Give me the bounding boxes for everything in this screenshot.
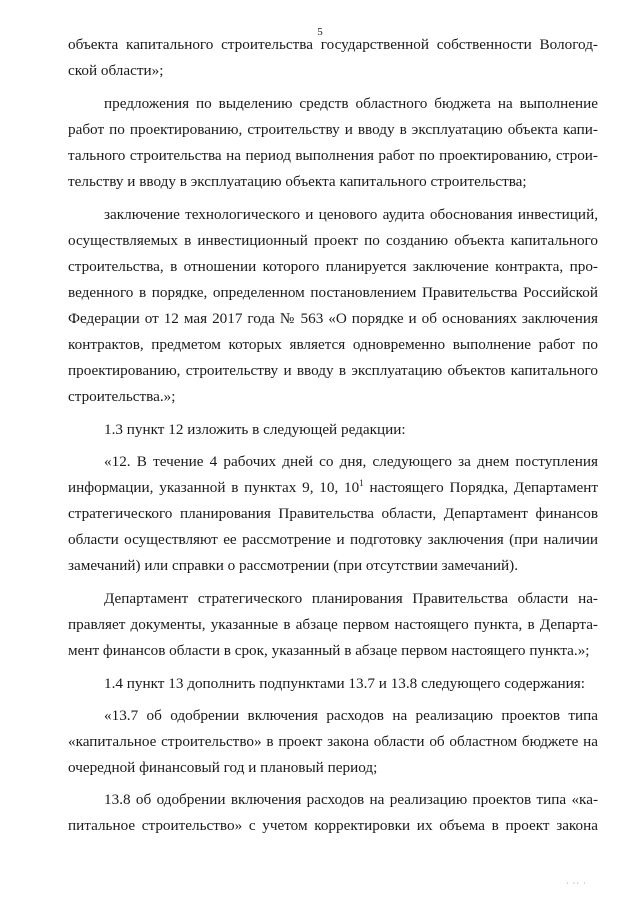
text-line-content: области осуществляют ее рассмотрение и подготовку заключения (при наличии [68,531,598,548]
text-line-content: замечаний) или справки о рассмотрении (при отсутствии замечаний). [68,557,518,574]
text-line-content: мент финансов области в срок, указанный в абзаце первом настоящего пункта.»; [68,642,590,659]
text-line [68,60,598,82]
text-line-content: стратегического планирования Правительства области, Департамент финансов [68,505,598,522]
text-line-content: объекта капитального строительства государственной собственности Вологод- [68,36,598,53]
text-line [68,334,598,356]
text-line [68,614,598,636]
text-line-content: «капитальное строительство» в проект закона области об областном бюджете на [68,733,598,750]
text-line-content: предложения по выделению средств областного бюджета на выполнение [104,95,598,112]
text-line-content: проектированию, строительству и вводу в эксплуатацию объектов капитального [68,362,598,379]
text-line [68,477,598,499]
text-line-content: контрактов, предметом которых является одновременно выполнение работ по [68,336,598,353]
page-number: 5 [317,26,323,38]
text-line [68,145,598,167]
text-line [68,171,598,193]
text-line-content: заключение технологического и ценового аудита обоснования инвестиций, [104,206,598,223]
text-line [104,588,598,610]
text-line-content: очередной финансовый год и плановый период; [68,759,378,776]
text-line-content: «13.7 об одобрении включения расходов на реализацию проектов типа [104,707,598,724]
text-line [68,555,598,577]
text-line [68,34,598,56]
text-line-content: веденного в порядке, определенном постановлением Правительства Российской [68,284,598,301]
text-line [68,731,598,753]
text-line [68,360,598,382]
text-line-content: тального строительства на период выполнения работ по проектированию, строи- [68,147,598,164]
text-line-content: Федерации от 12 мая 2017 года № 563 «О порядке и об основаниях заключения [68,310,598,327]
text-line [68,256,598,278]
text-line-content: «12. В течение 4 рабочих дней со дня, следующего за днем поступления [104,453,598,470]
text-line [104,204,598,226]
text-line [104,93,598,115]
text-line-tail: настоящего Порядка, Департамент [363,479,598,496]
text-line [68,308,598,330]
text-line-content: тельству и вводу в эксплуатацию объекта капитального строительства; [68,173,527,190]
text-line [104,789,598,811]
text-line [68,230,598,252]
text-line [104,451,598,473]
text-line-content: информации, указанной в пунктах 9, 10, 10 [68,479,360,496]
text-line-content: строительства.»; [68,388,176,405]
text-line-content: ской области»; [68,62,164,79]
superscript: 1 [359,478,364,488]
text-line [68,757,598,779]
text-line-content: правляет документы, указанные в абзаце первом настоящего пункта, в Департа- [68,616,598,633]
text-line [68,119,598,141]
text-line-content: 1.4 пункт 13 дополнить подпунктами 13.7 и 13.8 следующего содержания: [104,675,585,692]
text-line-content: Департамент стратегического планирования Правительства области на- [104,590,598,607]
text-line-content: осуществляемых в инвестиционный проект по созданию объекта капитального [68,232,598,249]
text-line [68,815,598,837]
scan-artifact: · ·· · [566,879,587,888]
text-line-content: питальное строительство» с учетом корректировки их объема в проект закона [68,817,598,834]
text-line [68,503,598,525]
text-line [68,282,598,304]
text-line-content: работ по проектированию, строительству и вводу в эксплуатацию объекта капи- [68,121,598,138]
text-line-content: строительства, в отношении которого планируется заключение контракта, про- [68,258,598,275]
text-line-content: 13.8 об одобрении включения расходов на реализацию проектов типа «ка- [104,791,598,808]
text-line [68,640,598,662]
text-line-content: 1.3 пункт 12 изложить в следующей редакции: [104,421,406,438]
text-line [68,529,598,551]
text-line [104,419,598,441]
text-line [104,705,598,727]
text-line [68,386,598,408]
text-line [104,673,598,695]
